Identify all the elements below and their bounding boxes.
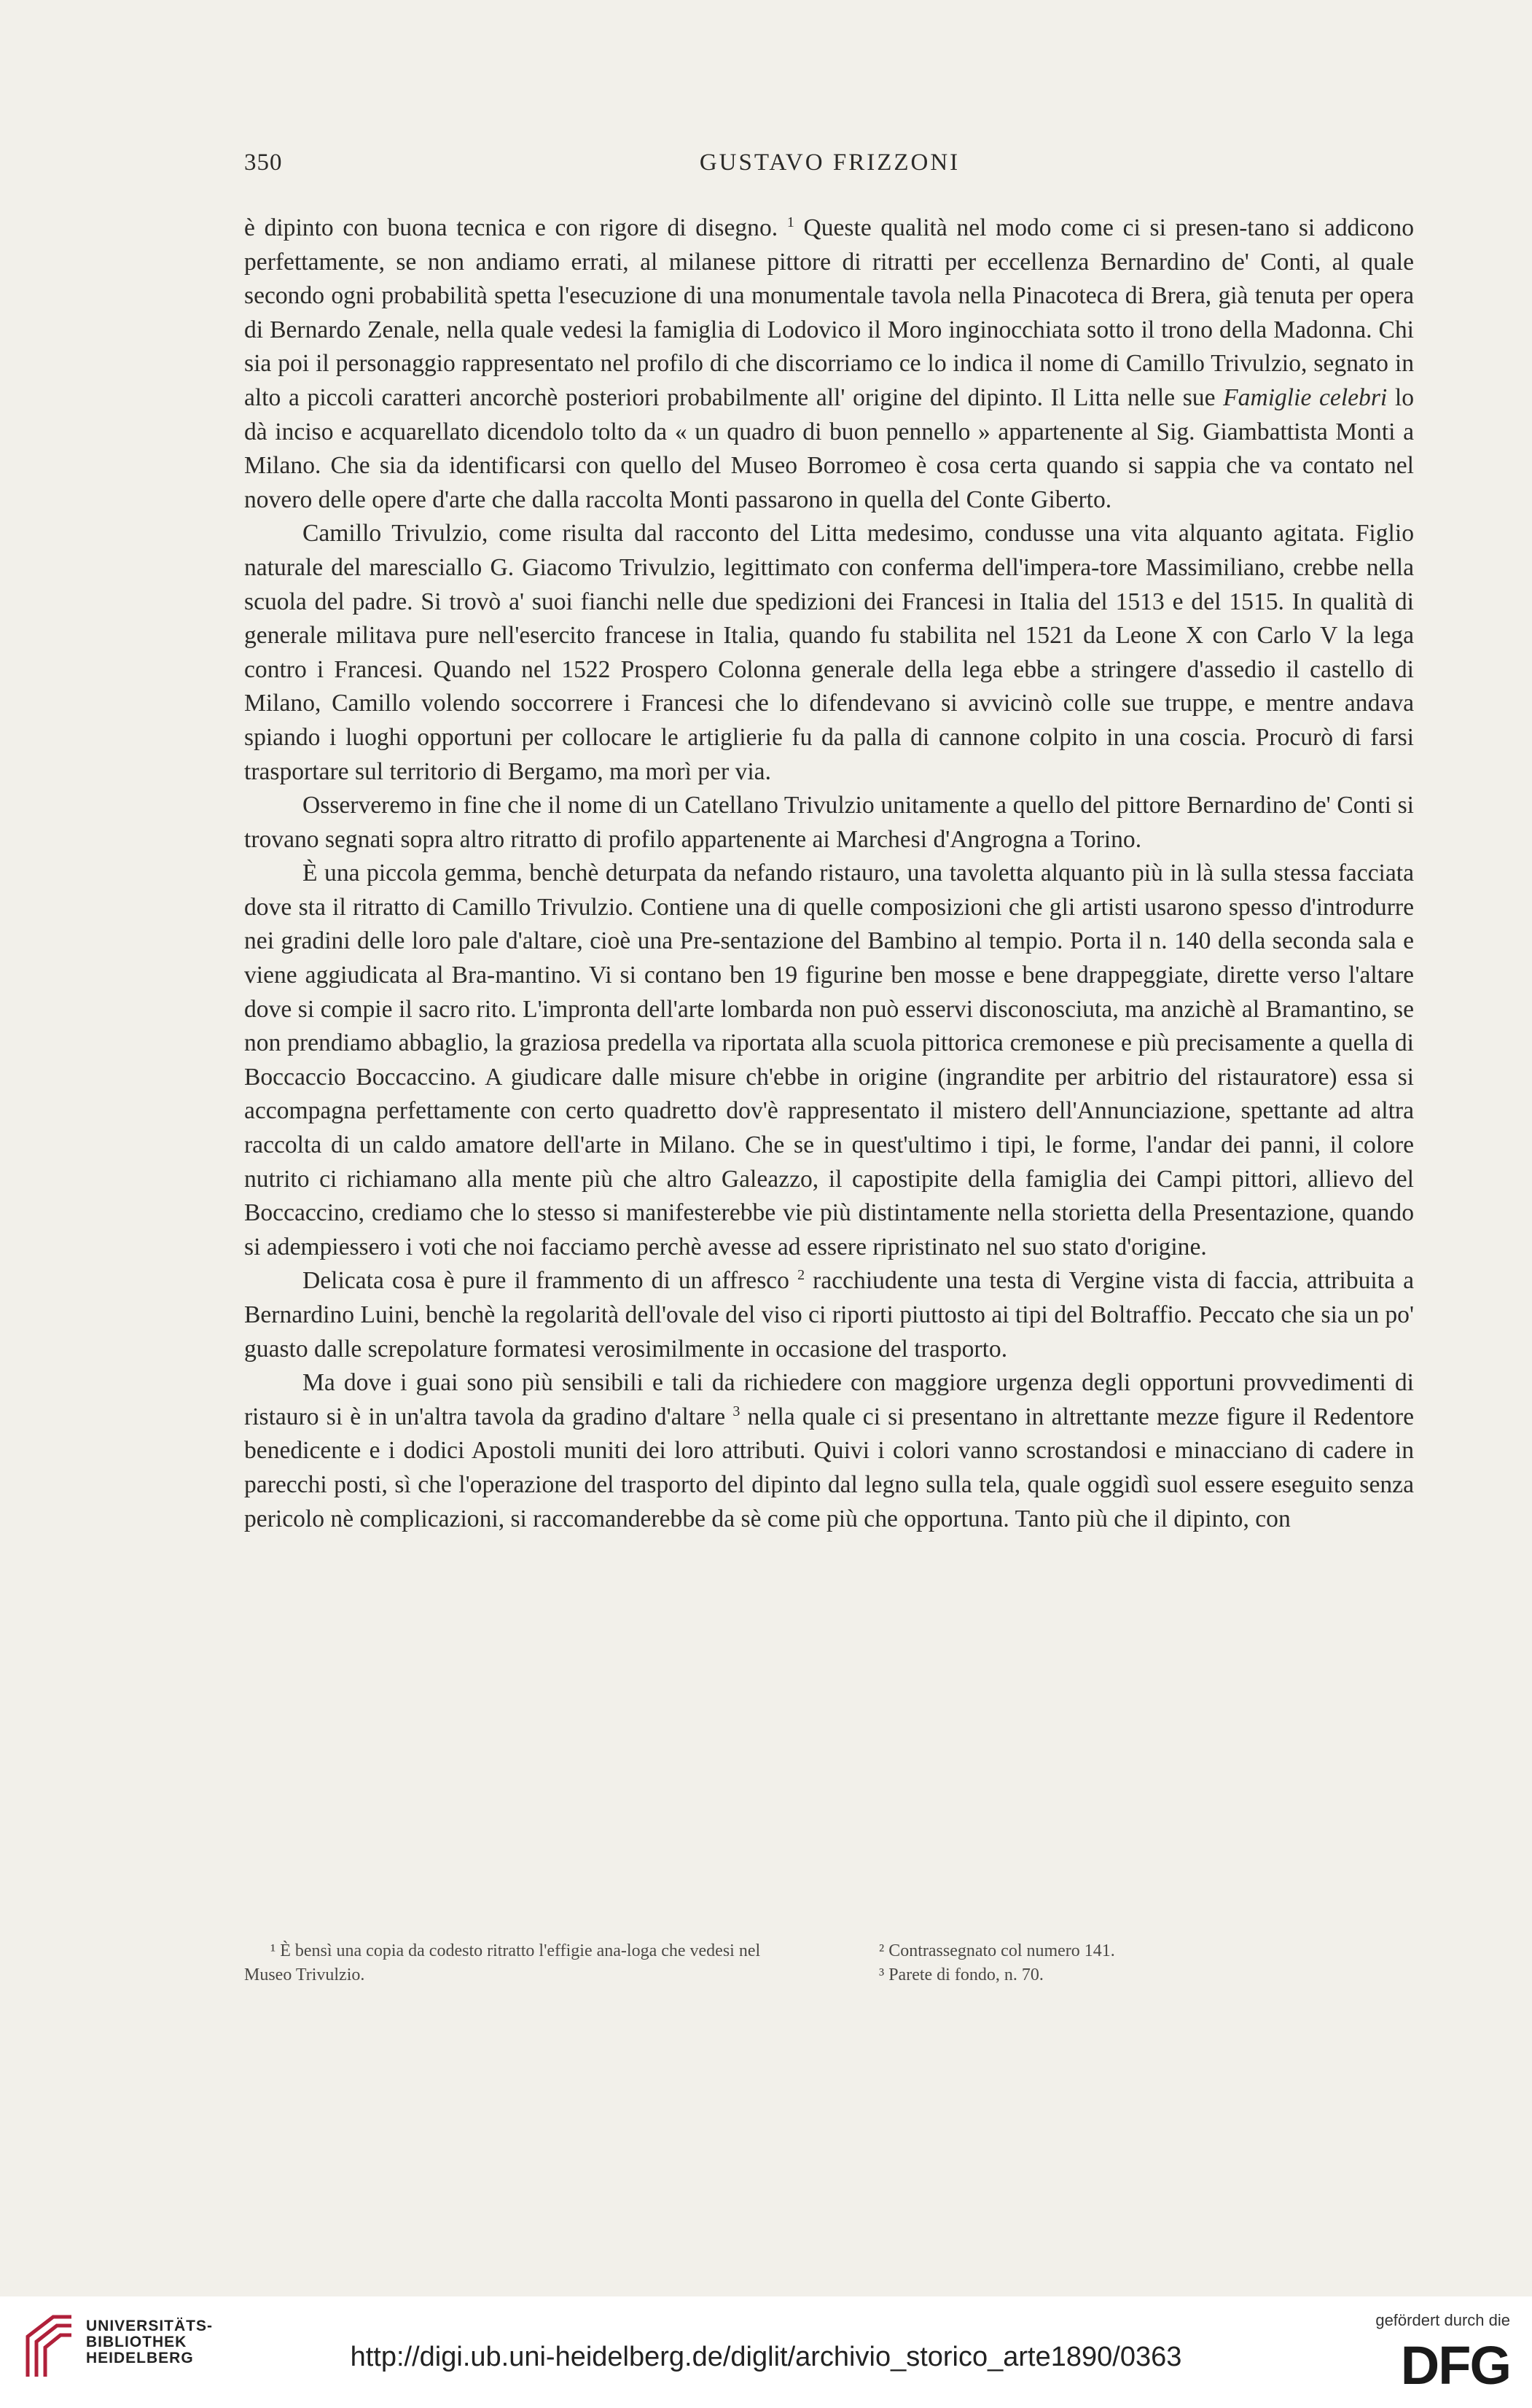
footnote-marker: 1 [786, 214, 794, 230]
text-run: Delicata cosa è pure il frammento di un affresco [302, 1267, 798, 1295]
text-run: nella quale ci si presentano in altrettante mezze figure il Redentore benedicente e i dodici Apostoli muniti dei loro attributi. Quivi i colori vanno scrostandosi e minacciano di cadere in parecchi posti, sì che l'operazione del trasporto del dipinto dal legno sulla tela, quale oggidì suol essere eseguito senza pericolo nè complicazioni, si raccomanderebbe da sè come più che opportuna. Tanto più che il dipinto, con [244, 1403, 1414, 1532]
body-paragraph [244, 211, 1414, 517]
footnote-3: ³ Parete di fondo, n. 70. [879, 1965, 1044, 1984]
text-run: È una piccola gemma, benchè deturpata da nefando ristauro, una tavoletta alquanto più in là sulla stessa facciata dove sta il ritratto di Camillo Trivulzio. Contiene una di quelle composizioni che gli artisti usarono spesso d'introdurre nei gradini delle loro pale d'altare, cioè una Pre-sentazione del Bambino al tempio. Porta il n. 140 della seconda sala e viene aggiudicata al Bra-mantino. Vi si contano ben 19 figurine ben mosse e bene drappeggiate, dirette verso l'altare dove si compie il sacro rito. L'impronta dell'arte lombarda non può esservi disconosciuta, ma anzichè al Bramantino, se non prendiamo abbaglio, la graziosa predella va riportata alla scuola pittorica cremonese e più precisamente a quella di Boccaccio Boccaccino. A giudicare dalle misure ch'ebbe in origine (ingrandite per arbitrio del ristauratore) essa si accompagna perfettamente con certo quadretto dov'è rappresentato il mistero dell'Annunciazione, spettante ad altra raccolta di un caldo amatore dell'arte in Milano. Che se in quest'ultimo i tipi, le forme, l'andar dei panni, il colore nutrito ci richiamano alla mente più che altro Galeazzo, il capostipite della famiglia dei Campi pittori, allievo del Boccaccino, crediamo che lo stesso si manifesterebbe vie più distintamente nella storietta della Presentazione, quando si adempiessero i voti che noi facciamo perchè avesse ad essere ripristinato nel suo stato d'origine. [244, 860, 1414, 1261]
body-paragraph [244, 1366, 1414, 1536]
running-head [244, 149, 1415, 179]
text-run: Osserveremo in fine che il nome di un Catellano Trivulzio unitamente a quello del pittore Bernardino de' Conti si trovano segnati sopra altro ritratto di profilo appartenente ai Marchesi d'Angrogna a Torino. [244, 792, 1414, 853]
footnote-2: ² Contrassegnato col numero 141. [879, 1941, 1115, 1960]
source-url-link[interactable]: http://digi.ub.uni-heidelberg.de/diglit/archivio_storico_arte1890/0363 [350, 2342, 1182, 2372]
library-name: UNIVERSITÄTS- BIBLIOTHEK HEIDELBERG [86, 2318, 214, 2366]
running-title: GUSTAVO FRIZZONI [699, 149, 961, 176]
dfg-logo: DFG [1400, 2335, 1510, 2396]
body-paragraph [244, 789, 1414, 857]
text-run: Queste qualità nel modo come ci si presen-tano si addicono perfettamente, se non andiamo errati, al milanese pittore di ritratti per eccellenza Bernardino de' Conti, al quale secondo ogni probabilità spetta l'esecuzione di una monumentale tavola nella Pinacoteca di Brera, già tenuta per opera di Bernardo Zenale, nella quale vedesi la famiglia di Lodovico il Moro inginocchiata sotto il trono della Madonna. Chi sia poi il personaggio rappresentato nel profilo di che discorriamo ce lo indica il nome di Camillo Trivulzio, segnato in alto a piccoli caratteri ancorchè posteriori probabilmente all' origine del dipinto. Il Litta nelle sue [244, 214, 1415, 411]
footnote-1: ¹ È bensì una copia da codesto ritratto l'effigie ana-loga che vedesi nel Museo Trivulzio. [244, 1941, 761, 1984]
footnote-marker: 3 [732, 1403, 740, 1419]
text-run: è dipinto con buona tecnica e con rigore di disegno. [244, 214, 787, 241]
body-paragraph [244, 857, 1414, 1264]
funding-label: gefördert durch die [1375, 2311, 1510, 2329]
body-text [244, 211, 1414, 1536]
text-run: Camillo Trivulzio, come risulta dal racconto del Litta medesimo, condusse una vita alquanto agitata. Figlio naturale del maresciallo G. Giacomo Trivulzio, legittimato con conferma dell'impera-tore Massimiliano, crebbe nella scuola del padre. Si trovò a' suoi fianchi nelle due spedizioni dei Francesi in Italia del 1513 e del 1515. In qualità di generale militava pure nell'esercito francese in Italia, quando fu stabilita nel 1521 da Leone X con Carlo V la lega contro i Francesi. Quando nel 1522 Prospero Colonna generale della lega ebbe a stringere d'assedio il castello di Milano, Camillo volendo soccorrere i Francesi che lo difendevano si avvicinò colle sue truppe, e mentre andava spiando i luoghi opportuni per collocare le artiglierie fu da palla di cannone colpito in una coscia. Procurò di farsi trasportare sul territorio di Bergamo, ma morì per via. [244, 520, 1414, 785]
page-number: 350 [244, 149, 283, 176]
text-run: racchiudente una testa di Vergine vista di faccia, attribuita a Bernardino Luini, benchè la regolarità dell'ovale del viso ci riporti piuttosto ai tipi del Boltraffio. Peccato che sia un po' guasto dalle screpolature formatesi verosimilmente in occasione del trasporto. [244, 1267, 1414, 1363]
footnotes-right-column [853, 1939, 1414, 1987]
body-paragraph [244, 1264, 1414, 1366]
footnote-marker: 2 [797, 1267, 805, 1284]
body-paragraph [244, 517, 1414, 789]
text-run: Ma dove i guai sono più sensibili e tali da richiedere con maggiore urgenza degli opportuni provvedimenti di ristauro si è in un'altra tavola da gradino d'altare [244, 1369, 1414, 1430]
text-run: lo dà inciso e acquarellato dicendolo tolto da « un quadro di buon pennello » appartenente al Sig. Giambattista Monti a Milano. Che sia da identificarsi con quello del Museo Borromeo è cosa certa quando si sappia che va contato nel novero delle opere d'arte che dalla raccolta Monti passarono in quella del Conte Giberto. [244, 383, 1414, 513]
italic-title: Famiglie celebri [1223, 383, 1388, 411]
